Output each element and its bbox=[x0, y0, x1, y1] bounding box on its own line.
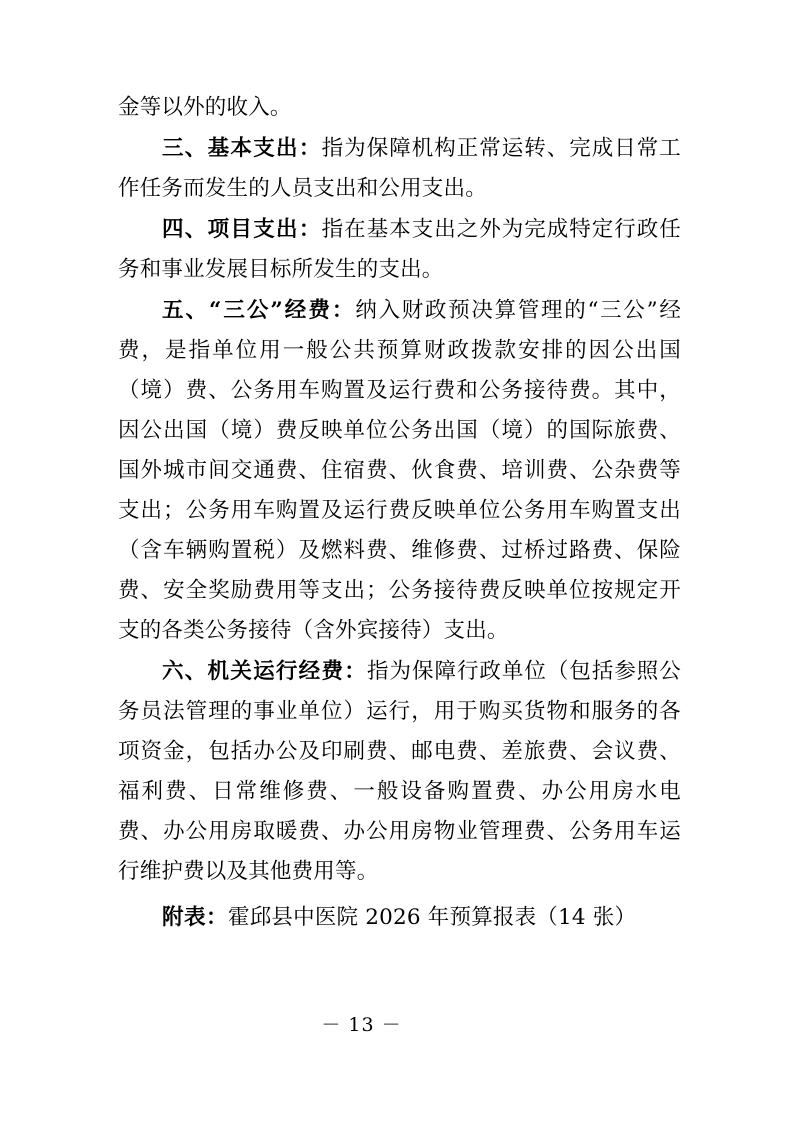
paragraph-text: 纳入财政预决算管理的“三公”经费，是指单位用一般公共预算财政拨款安排的因公出国（境）费、公务用车购置及运行费和公务接待费。其中，因公出国（境）费反映单位公务出国（境）的国际旅费、国外城市间交通费、住宿费、伙食费、培训费、公杂费等支出；公务用车购置及运行费反映单位公务用车购置支出（含车辆购置税）及燃料费、维修费、过桥过路费、保险费、安全奖励费用等支出；公务接待费反映单位按规定开支的各类公务接待（含外宾接待）支出。 bbox=[118, 298, 682, 643]
page-number: － 13 － bbox=[321, 1014, 402, 1036]
document-body bbox=[118, 88, 681, 938]
attachment-label: 附表： bbox=[162, 905, 229, 930]
paragraph-lead: 六、机关运行经费： bbox=[162, 659, 368, 684]
paragraph-text: 指在基本支出之外为完成特定行政任务和事业发展目标所发生的支出。 bbox=[118, 217, 681, 282]
paragraph-item-6 bbox=[118, 652, 681, 892]
paragraph-text: 指为保障行政单位（包括参照公务员法管理的事业单位）运行，用于购买货物和服务的各项资金，包括办公及印刷费、邮电费、差旅费、会议费、福利费、日常维修费、一般设备购置费、办公用房水电费、办公用房取暖费、办公用房物业管理费、公务用车运行维护费以及其他费用等。 bbox=[118, 659, 681, 884]
paragraph-lead: 三、基本支出： bbox=[162, 136, 322, 161]
attachment-line bbox=[118, 898, 681, 938]
paragraph-text: 指为保障机构正常运转、完成日常工作任务而发生的人员支出和公用支出。 bbox=[118, 136, 681, 201]
paragraph-lead: 五、“三公”经费： bbox=[162, 298, 356, 323]
paragraph-item-5 bbox=[118, 291, 681, 651]
paragraph-lead: 四、项目支出： bbox=[162, 217, 322, 242]
page-footer bbox=[0, 1010, 793, 1037]
attachment-text: 霍邱县中医院 2026 年预算报表（14 张） bbox=[228, 905, 637, 930]
paragraph-text: 金等以外的收入。 bbox=[118, 95, 292, 120]
paragraph-item-4 bbox=[118, 210, 681, 290]
paragraph-item-3 bbox=[118, 129, 681, 209]
paragraph-continuation bbox=[118, 88, 681, 128]
